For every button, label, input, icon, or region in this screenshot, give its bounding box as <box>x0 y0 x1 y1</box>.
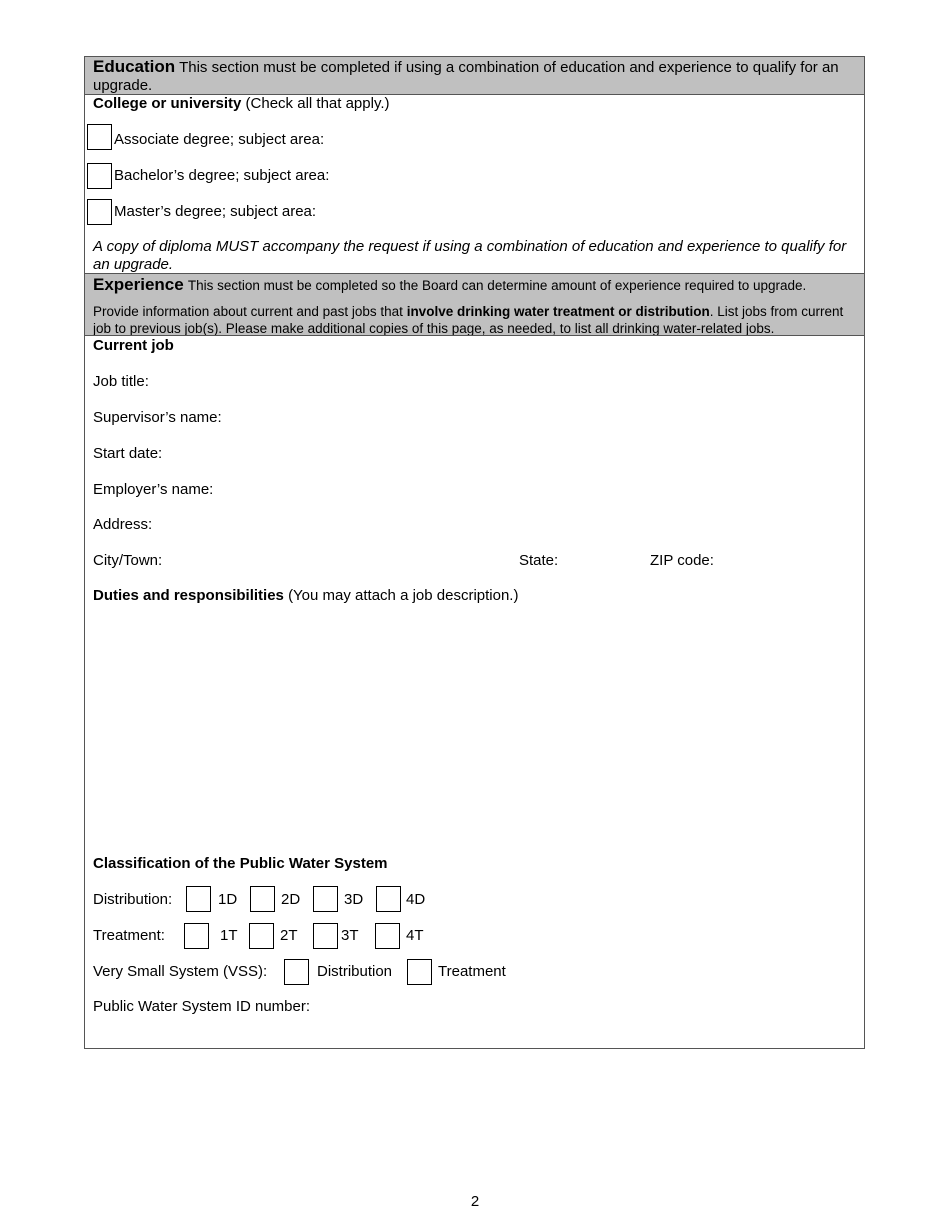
duties-label: Duties and responsibilities <box>93 587 284 604</box>
distribution-1d-label: 1D <box>218 891 238 908</box>
pws-id-label: Public Water System ID number: <box>93 998 311 1015</box>
experience-info-emphasis: involve drinking water treatment or distribution <box>406 304 710 319</box>
vss-treatment-label: Treatment <box>438 963 506 980</box>
city-town-label: City/Town: <box>93 552 163 569</box>
distribution-3d-label: 3D <box>344 891 364 908</box>
divider <box>85 273 864 274</box>
vss-distribution-checkbox[interactable] <box>284 959 309 985</box>
distribution-1d-checkbox[interactable] <box>186 886 211 912</box>
supervisor-name-label: Supervisor’s name: <box>93 409 222 426</box>
distribution-label: Distribution: <box>93 891 173 908</box>
experience-instructions <box>93 303 861 337</box>
employer-name-label: Employer’s name: <box>93 481 214 498</box>
zip-code-label: ZIP code: <box>650 552 714 569</box>
experience-intro: This section must be completed so the Board can determine amount of experience required to upgrade. <box>187 278 807 293</box>
address-label: Address: <box>93 516 153 533</box>
distribution-4d-label: 4D <box>406 891 426 908</box>
treatment-4t-checkbox[interactable] <box>375 923 400 949</box>
education-heading: Education <box>93 57 176 76</box>
experience-info-text-end: . List jobs from current job to previous job(s). Please make additional copies of this page, as needed, to list all drinking water-related jobs. <box>93 304 844 336</box>
vss-distribution-label: Distribution <box>317 963 393 980</box>
treatment-label: Treatment: <box>93 927 165 944</box>
vss-treatment-checkbox[interactable] <box>407 959 432 985</box>
duties-note: (You may attach a job description.) <box>288 587 519 604</box>
treatment-2t-label: 2T <box>280 927 298 944</box>
diploma-note: A copy of diploma MUST accompany the request if using a combination of education and experience to qualify for an upgrade. <box>93 238 847 273</box>
education-header <box>93 58 858 95</box>
duties-heading <box>93 587 518 605</box>
experience-info-text: Provide information about current and past jobs that <box>93 304 407 319</box>
treatment-4t-label: 4T <box>406 927 424 944</box>
experience-header <box>93 276 806 295</box>
master-degree-checkbox[interactable] <box>87 199 112 225</box>
divider <box>85 335 864 336</box>
job-title-label: Job title: <box>93 373 149 390</box>
page-number: 2 <box>470 1193 480 1210</box>
treatment-1t-checkbox[interactable] <box>184 923 209 949</box>
distribution-4d-checkbox[interactable] <box>376 886 401 912</box>
college-heading <box>93 95 390 113</box>
college-label: College or university <box>93 95 242 112</box>
distribution-2d-label: 2D <box>281 891 301 908</box>
master-degree-label: Master’s degree; subject area: <box>114 203 317 220</box>
treatment-2t-checkbox[interactable] <box>249 923 274 949</box>
associate-degree-label: Associate degree; subject area: <box>114 131 325 148</box>
classification-heading: Classification of the Public Water System <box>93 855 388 872</box>
associate-degree-checkbox[interactable] <box>87 124 112 150</box>
college-note: (Check all that apply.) <box>245 95 390 112</box>
start-date-label: Start date: <box>93 445 163 462</box>
distribution-2d-checkbox[interactable] <box>250 886 275 912</box>
bachelor-degree-label: Bachelor’s degree; subject area: <box>114 167 330 184</box>
treatment-1t-label: 1T <box>220 927 238 944</box>
vss-label: Very Small System (VSS): <box>93 963 268 980</box>
treatment-3t-label: 3T <box>341 927 359 944</box>
treatment-3t-checkbox[interactable] <box>313 923 338 949</box>
distribution-3d-checkbox[interactable] <box>313 886 338 912</box>
application-form-page <box>84 56 865 1049</box>
current-job-heading: Current job <box>93 337 174 354</box>
education-intro: This section must be completed if using a combination of education and experience to qualify for an upgrade. <box>93 59 839 94</box>
state-label: State: <box>519 552 559 569</box>
experience-heading: Experience <box>93 275 184 294</box>
bachelor-degree-checkbox[interactable] <box>87 163 112 189</box>
